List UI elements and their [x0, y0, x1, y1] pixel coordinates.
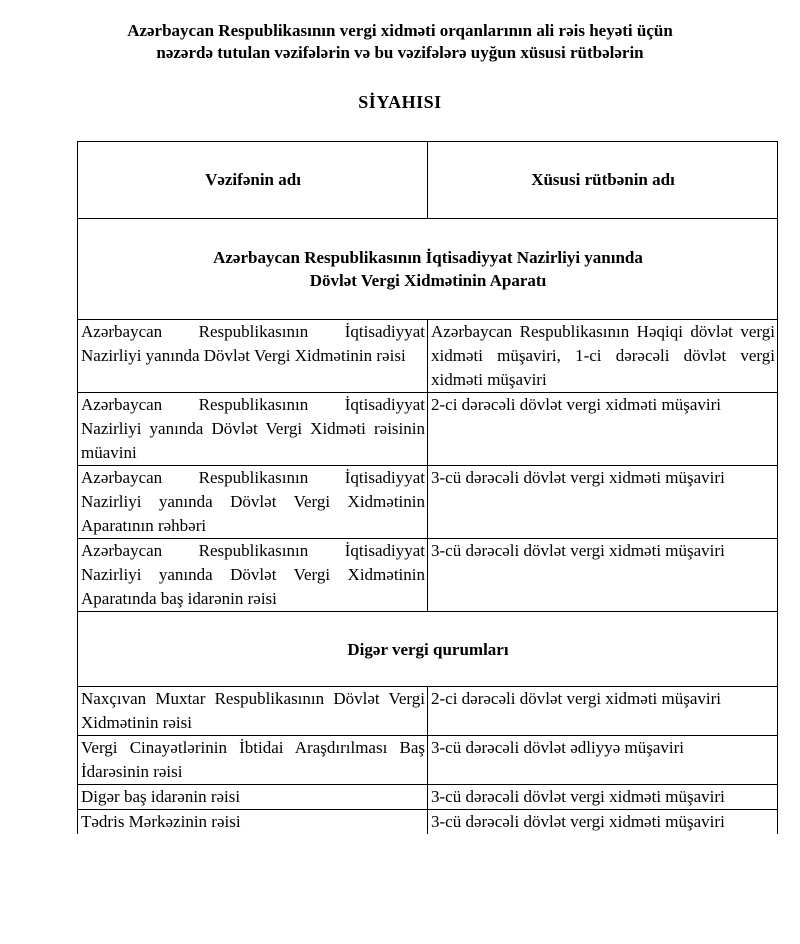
table-row [78, 785, 778, 810]
section-title-line-1: Azərbaycan Respublikasının İqtisadiyyat Nazirliyi yanında [213, 248, 643, 267]
table-row [78, 736, 778, 785]
table-row [78, 466, 778, 539]
rank-cell: 3-cü dərəcəli dövlət vergi xidməti müşaviri [428, 810, 778, 835]
rank-cell: 3-cü dərəcəli dövlət vergi xidməti müşaviri [428, 539, 778, 612]
rank-cell: 3-cü dərəcəli dövlət vergi xidməti müşaviri [428, 785, 778, 810]
rank-cell: 3-cü dərəcəli dövlət vergi xidməti müşaviri [428, 466, 778, 539]
rank-cell: 2-ci dərəcəli dövlət vergi xidməti müşaviri [428, 393, 778, 466]
section-row [78, 219, 778, 320]
table-header-row [78, 142, 778, 219]
table-row [78, 393, 778, 466]
document-title-line-1: Azərbaycan Respublikasının vergi xidməti orqanlarının ali rəis heyəti üçün [127, 21, 673, 40]
section-row [78, 612, 778, 687]
section-title-line-1: Digər vergi qurumları [347, 639, 509, 659]
table-row [78, 687, 778, 736]
column-header-position: Vəzifənin adı [78, 142, 428, 219]
section-title-line-2: Dövlət Vergi Xidmətinin Aparatı [309, 271, 547, 290]
position-cell: Azərbaycan Respublikasının İqtisadiyyat Nazirliyi yanında Dövlət Vergi Xidmətinin Aparatının rəhbəri [78, 466, 428, 539]
table-row [78, 320, 778, 393]
rank-cell: Azərbaycan Respublikasının Həqiqi dövlət vergi xidməti müşaviri, 1-ci dərəcəli dövlət vergi xidməti müşaviri [428, 320, 778, 393]
rank-cell: 2-ci dərəcəli dövlət vergi xidməti müşaviri [428, 687, 778, 736]
document-title [0, 20, 800, 64]
position-cell: Naxçıvan Muxtar Respublikasının Dövlət Vergi Xidmətinin rəisi [78, 687, 428, 736]
document-title-line-2: nəzərdə tutulan vəzifələrin və bu vəzifələrə uyğun xüsusi rütbələrin [156, 43, 644, 62]
column-header-rank: Xüsusi rütbənin adı [428, 142, 778, 219]
section-title [78, 219, 778, 320]
position-cell: Azərbaycan Respublikasının İqtisadiyyat Nazirliyi yanında Dövlət Vergi Xidmətinin Aparatında baş idarənin rəisi [78, 539, 428, 612]
ranks-table [77, 141, 778, 834]
position-cell: Vergi Cinayətlərinin İbtidai Araşdırılması Baş İdarəsinin rəisi [78, 736, 428, 785]
section-title [78, 612, 778, 687]
position-cell: Azərbaycan Respublikasının İqtisadiyyat Nazirliyi yanında Dövlət Vergi Xidmətinin rəisi [78, 320, 428, 393]
position-cell: Digər baş idarənin rəisi [78, 785, 428, 810]
table-row [78, 810, 778, 835]
position-cell: Tədris Mərkəzinin rəisi [78, 810, 428, 835]
document-subtitle: SİYAHISI [358, 92, 442, 112]
position-cell: Azərbaycan Respublikasının İqtisadiyyat Nazirliyi yanında Dövlət Vergi Xidməti rəisinin müavini [78, 393, 428, 466]
rank-cell: 3-cü dərəcəli dövlət ədliyyə müşaviri [428, 736, 778, 785]
table-row [78, 539, 778, 612]
